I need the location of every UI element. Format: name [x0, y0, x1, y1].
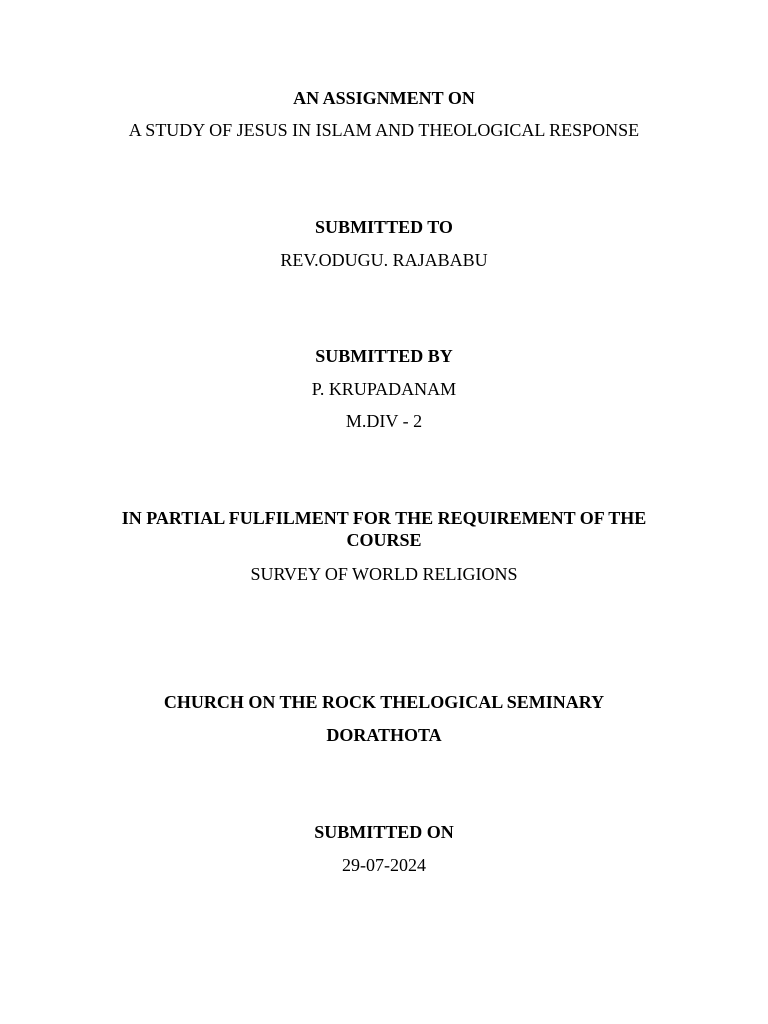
- assignment-topic: A STUDY OF JESUS IN ISLAM AND THEOLOGICAL RESPONSE: [128, 120, 640, 140]
- assignment-heading: AN ASSIGNMENT ON: [293, 88, 475, 108]
- fulfilment-heading: IN PARTIAL FULFILMENT FOR THE REQUIREMENT OF THE COURSE: [121, 508, 647, 550]
- submitted-to-name: REV.ODUGU. RAJABABU: [280, 250, 488, 270]
- submitted-on-heading: SUBMITTED ON: [314, 822, 454, 842]
- institution-location: DORATHOTA: [326, 725, 442, 745]
- fulfilment-course: SURVEY OF WORLD RELIGIONS: [250, 564, 518, 584]
- institution-name: CHURCH ON THE ROCK THELOGICAL SEMINARY: [163, 692, 605, 712]
- submitted-to-heading: SUBMITTED TO: [315, 217, 453, 237]
- submitted-by-name: P. KRUPADANAM: [311, 379, 457, 399]
- submitted-by-heading: SUBMITTED BY: [315, 346, 453, 366]
- submitted-on-date: 29-07-2024: [342, 855, 426, 875]
- submitted-by-program: M.DIV - 2: [345, 411, 423, 431]
